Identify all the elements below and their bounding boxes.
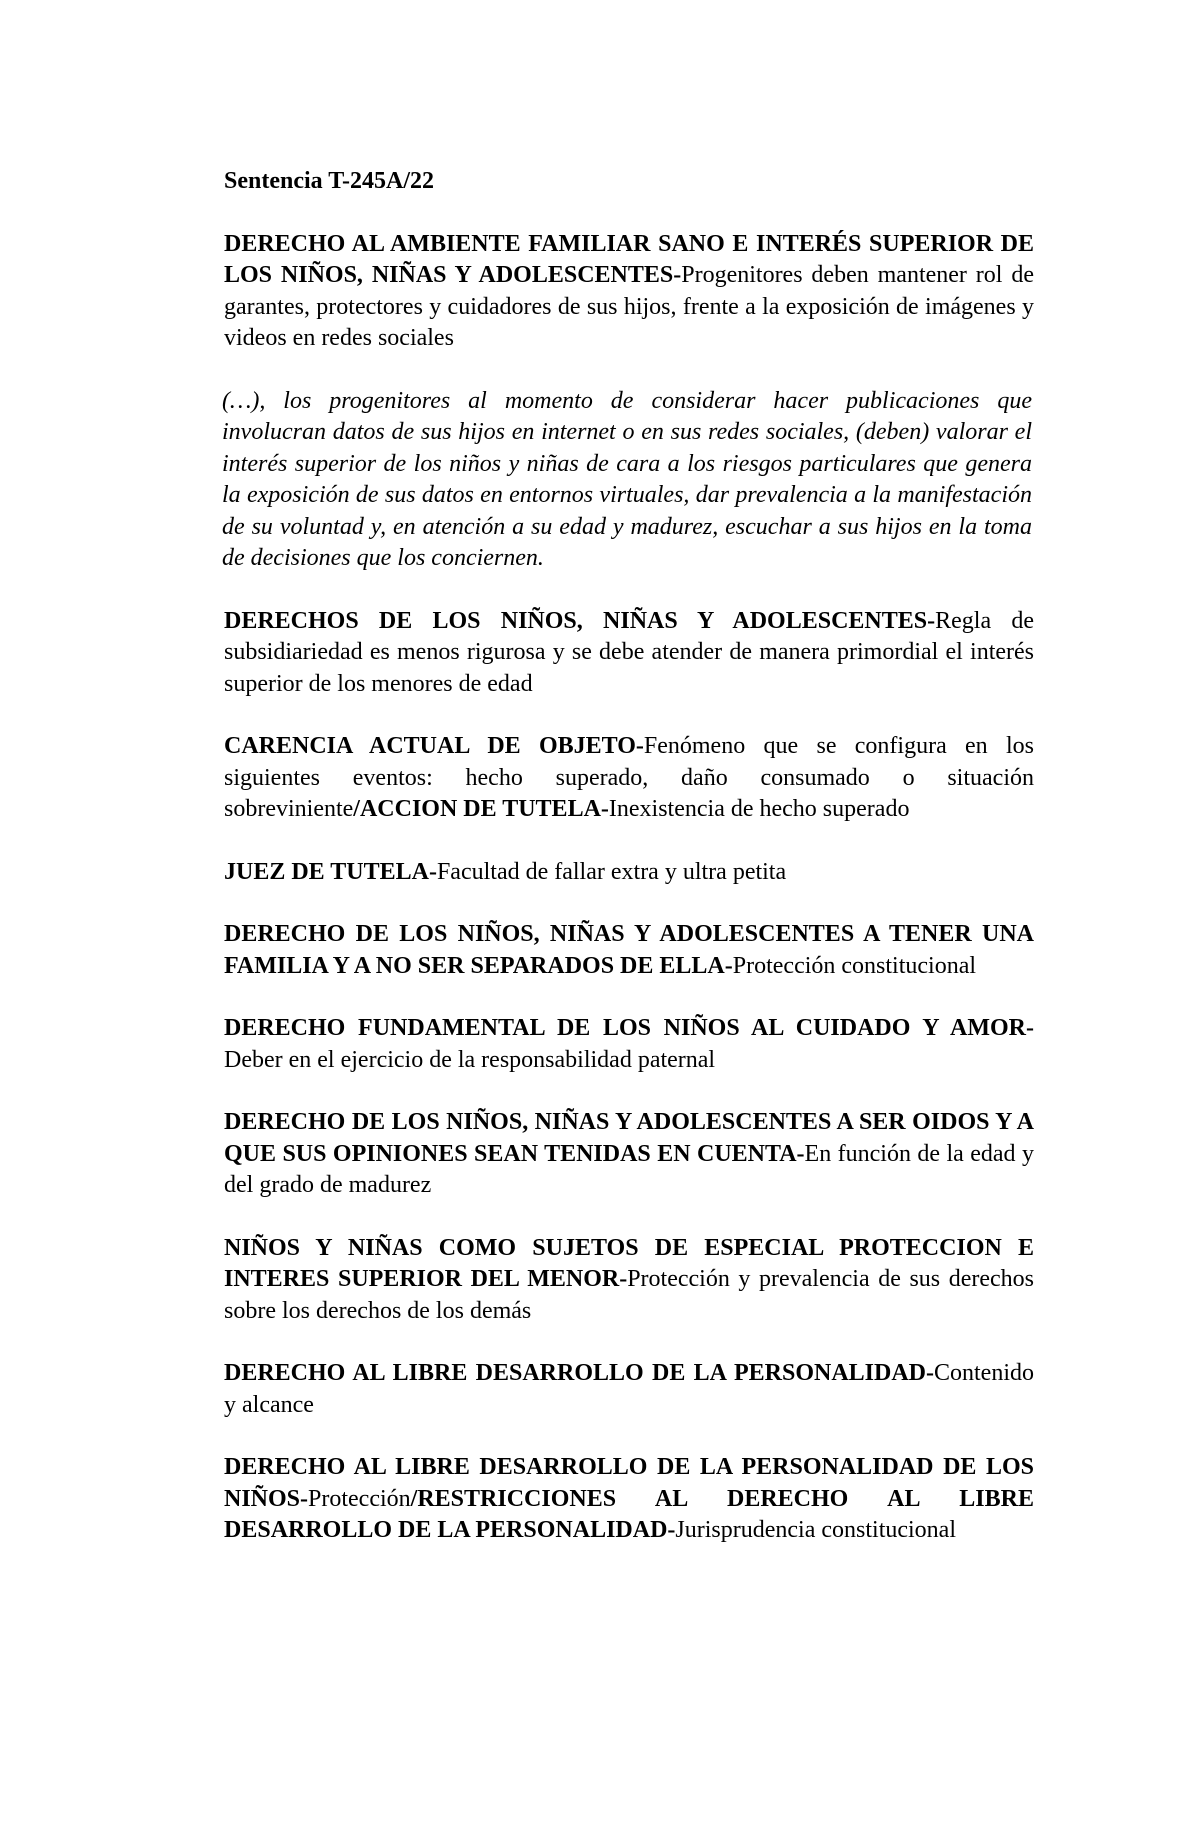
section-text: Facultad de fallar extra y ultra petita [436,858,787,885]
italic-quote: (…), los progenitores al momento de considerar hacer publicaciones que involucran datos de sus hijos en internet o en sus redes sociales, (deben) valorar el interés superior de los niños y niñas de cara a los riesgos particulares que genera la exposición de sus datos en entornos virtuales, dar prevalencia a la manifestación de su voluntad y, en atención a su edad y madurez, escuchar a sus hijos en la toma de decisiones que los conciernen. [222,387,1032,571]
section-heading: CARENCIA ACTUAL DE OBJETO- [224,733,644,759]
section-text: Regla de subsidiariedad es menos rigurosa y se debe atender de manera primordial el interés superior de los menores de edad [224,607,1034,697]
section-text: Protección [308,1485,411,1512]
section-text-secondary: Inexistencia de hecho superado [608,796,910,822]
section-derechos-ninos [224,606,1034,701]
section-heading: DERECHO AL LIBRE DESARROLLO DE LA PERSONALIDAD- [224,1360,934,1386]
section-heading: DERECHOS DE LOS NIÑOS, NIÑAS Y ADOLESCENTES- [224,607,936,634]
section-tener-familia [224,919,1034,982]
section-text-secondary: Jurisprudencia constitucional [675,1517,956,1543]
section-libre-desarrollo-ninos [224,1452,1034,1547]
section-text: Protección constitucional [732,952,977,979]
section-carencia-objeto [224,731,1034,826]
section-text: En función de la edad y del grado de madurez [224,1140,1034,1198]
section-libre-desarrollo [224,1358,1034,1421]
page-title: Sentencia T-245A/22 [224,168,435,194]
section-text: Progenitores deben mantener rol de garantes, protectores y cuidadores de sus hijos, frente a la exposición de imágenes y videos en redes sociales [224,262,1034,351]
section-heading-secondary: /RESTRICCIONES AL DERECHO AL LIBRE DESARROLLO DE LA PERSONALIDAD- [224,1485,1034,1543]
section-juez-tutela [224,857,1034,889]
section-heading: DERECHO FUNDAMENTAL DE LOS NIÑOS AL CUIDADO Y AMOR- [224,1015,1034,1041]
section-heading-secondary: /ACCION DE TUTELA- [353,796,609,822]
document-content [224,166,1034,1578]
section-heading: DERECHO AL AMBIENTE FAMILIAR SANO E INTERÉS SUPERIOR DE LOS NIÑOS, NIÑAS Y ADOLESCENTES- [224,230,1034,288]
section-especial-proteccion [224,1233,1034,1328]
section-heading: JUEZ DE TUTELA- [224,858,437,885]
section-heading: DERECHO AL LIBRE DESARROLLO DE LA PERSONALIDAD DE LOS NIÑOS- [224,1454,1034,1512]
section-text: Protección y prevalencia de sus derechos sobre los derechos de los demás [224,1266,1034,1324]
section-heading: DERECHO DE LOS NIÑOS, NIÑAS Y ADOLESCENTES A SER OIDOS Y A QUE SUS OPINIONES SEAN TENIDAS EN CUENTA- [224,1109,1034,1167]
section-heading: NIÑOS Y NIÑAS COMO SUJETOS DE ESPECIAL PROTECCION E INTERES SUPERIOR DEL MENOR- [224,1234,1034,1292]
section-ambiente-familiar [224,229,1034,355]
section-text: Deber en el ejercicio de la responsabilidad paternal [224,1046,716,1073]
section-ser-oidos [224,1107,1034,1202]
section-heading: DERECHO DE LOS NIÑOS, NIÑAS Y ADOLESCENTES A TENER UNA FAMILIA Y A NO SER SEPARADOS DE ELLA- [224,921,1034,979]
section-text: Contenido y alcance [224,1360,1034,1418]
section-text: Fenómeno que se configura en los siguientes eventos: hecho superado, daño consumado o situación sobreviniente [224,733,1034,822]
section-cuidado-amor [224,1013,1034,1076]
